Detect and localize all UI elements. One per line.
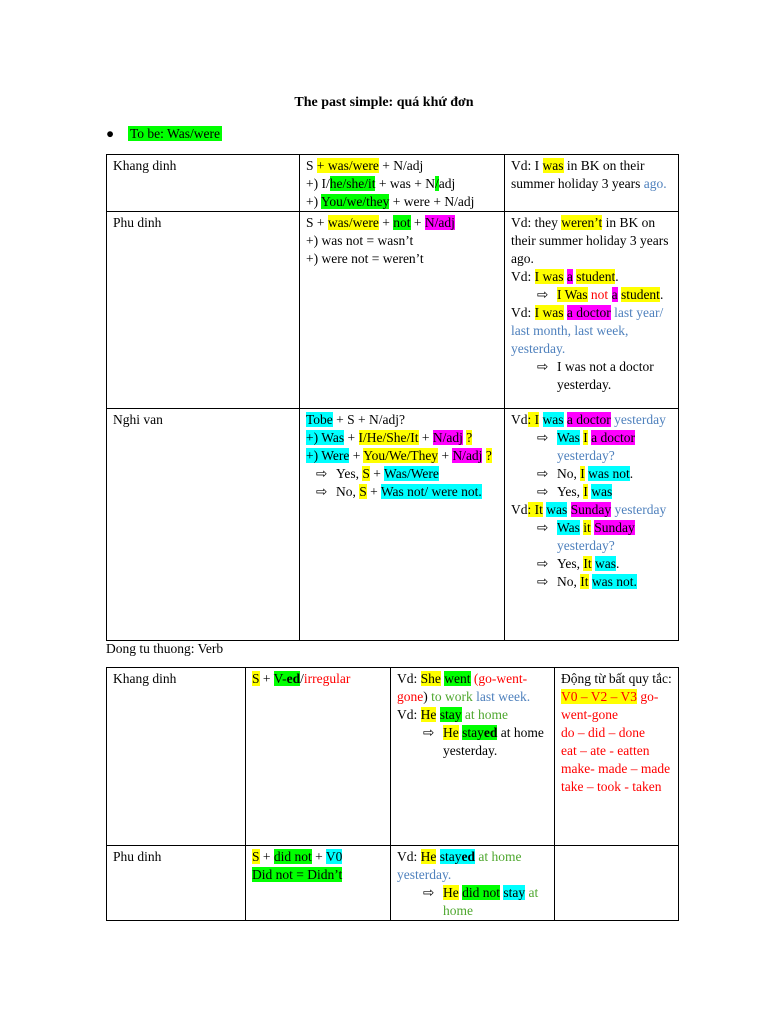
example-cell: Vd: they weren’t in BK on their summer holiday 3 years ago. Vd: I was a student. ⇨ I Was not a student. Vd: I was a doctor last year/ last month, last week, yesterday. ⇨ I was not a doctor yesterday.	[505, 212, 679, 409]
table-row	[107, 155, 679, 212]
bullet-item	[106, 125, 222, 143]
irregular-verbs-cell: Động từ bất quy tắc: V0 – V2 – V3 go- went-gone do – did – done eat – ate - eatten make- made – made take – took - taken	[555, 668, 679, 846]
structure-cell: S + V-ed/irregular	[246, 668, 391, 846]
row-label: Phu dinh	[107, 846, 246, 921]
verb-table	[106, 667, 679, 921]
table-row	[107, 668, 679, 846]
page-title: The past simple: quá khứ đơn	[294, 95, 474, 110]
row-label: Khang dinh	[107, 668, 246, 846]
bullet-dot-icon: ●	[106, 126, 115, 141]
to-be-table	[106, 154, 679, 641]
table-row	[107, 409, 679, 641]
table-row	[107, 212, 679, 409]
structure-cell: S + was/were + N/adj +) I/he/she/it + was + N/adj +) You/we/they + were + N/adj	[300, 155, 505, 212]
bullet-text: To be: Was/were	[130, 126, 220, 141]
row-label: Nghi van	[107, 409, 300, 641]
table-row	[107, 846, 679, 921]
example-cell: Vd: I was a doctor yesterday ⇨ Was I a doctor yesterday? ⇨ No, I was not. ⇨ Yes, I was Vd: It was Sunday yesterday ⇨ Was it Sunday yesterday? ⇨ Yes, It was. ⇨ No, It was not.	[505, 409, 679, 641]
example-cell: Vd: He stayed at home yesterday. ⇨ He did not stay at home	[391, 846, 555, 921]
example-cell: Vd: I was in BK on their summer holiday 3 years ago.	[505, 155, 679, 212]
empty-cell	[555, 846, 679, 921]
structure-cell: S + was/were + not + N/adj +) was not = wasn’t +) were not = weren’t	[300, 212, 505, 409]
structure-cell: S + did not + V0 Did not = Didn’t	[246, 846, 391, 921]
row-label: Khang dinh	[107, 155, 300, 212]
section-caption: Dong tu thuong: Verb	[106, 641, 224, 656]
structure-cell: Tobe + S + N/adj? +) Was + I/He/She/It + N/adj ? +) Were + You/We/They + N/adj ? ⇨ Yes, S + Was/Were ⇨ No, S + Was not/ were not.	[300, 409, 505, 641]
row-label: Phu dinh	[107, 212, 300, 409]
example-cell: Vd: She went (go-went-gone) to work last week. Vd: He stay at home ⇨ He stayed at home yesterday.	[391, 668, 555, 846]
